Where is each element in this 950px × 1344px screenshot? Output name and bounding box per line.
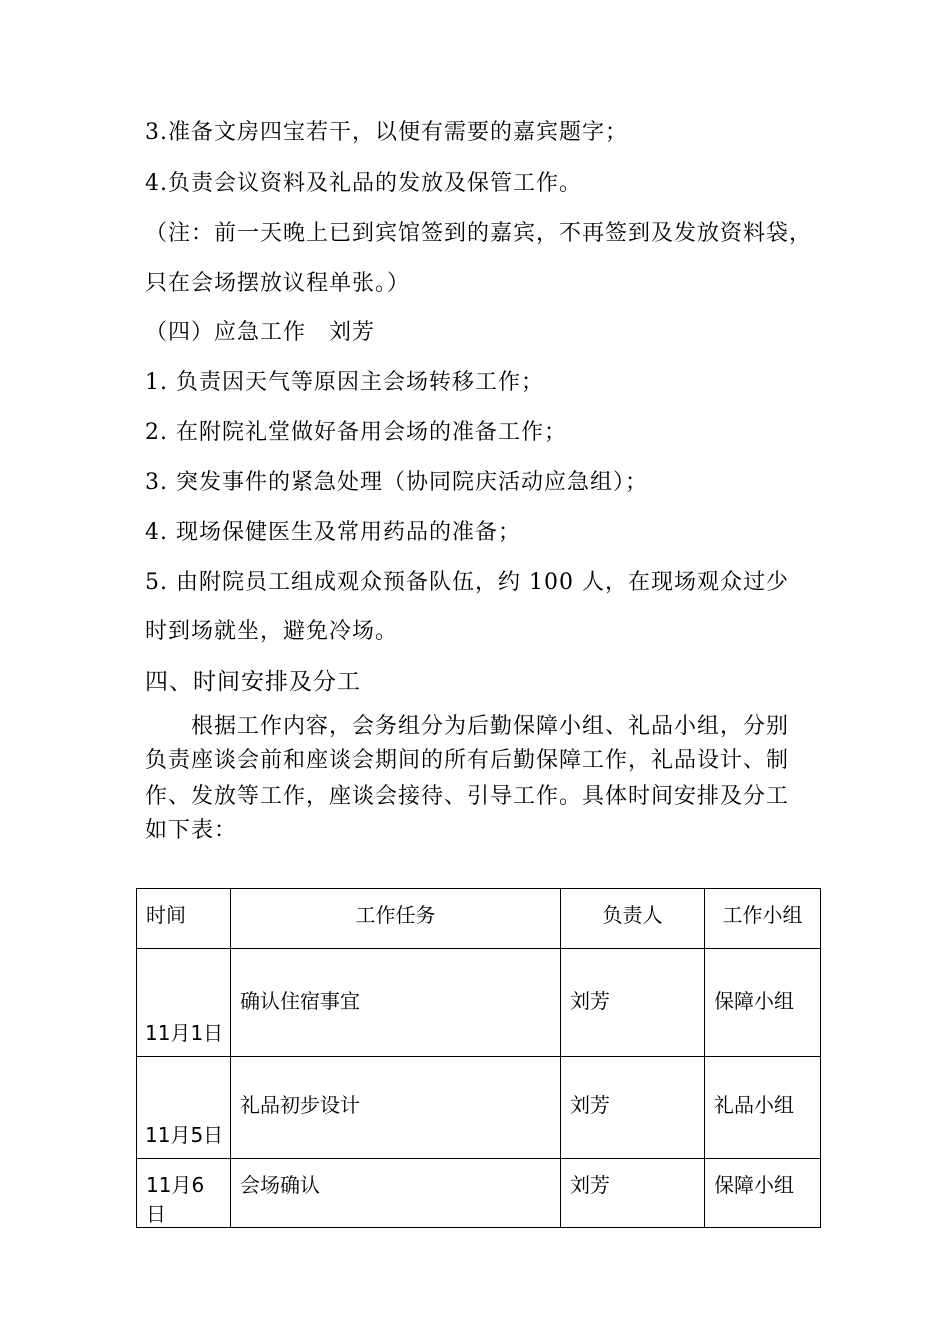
paragraph-line: 5. 由附院员工组成观众预备队伍，约 100 人，在现场观众过少 [145,570,789,595]
cell-task: 确认住宿事宜 [231,949,561,1057]
header-task: 工作任务 [231,889,561,949]
paragraph-line: 3. 突发事件的紧急处理（协同院庆活动应急组）； [145,470,648,495]
intro-line: 如下表： [145,818,238,843]
cell-person: 刘芳 [561,1057,705,1159]
cell-person: 刘芳 [561,1159,705,1228]
intro-line: 作、发放等工作，座谈会接待、引导工作。具体时间安排及分工 [145,784,790,809]
table-row [137,949,821,1057]
paragraph-line: 4.负责会议资料及礼品的发放及保管工作。 [145,171,582,196]
cell-group: 保障小组 [705,949,821,1057]
header-time: 时间 [137,889,231,949]
cell-task: 会场确认 [231,1159,561,1228]
cell-group: 礼品小组 [705,1057,821,1159]
paragraph-line: 4. 现场保健医生及常用药品的准备； [145,520,521,545]
schedule-table [136,888,821,1228]
paragraph-line: 时到场就坐，避免冷场。 [145,619,399,644]
header-person: 负责人 [561,889,705,949]
table-row [137,1159,821,1228]
cell-task: 礼品初步设计 [231,1057,561,1159]
paragraph-line: 只在会场摆放议程单张。） [145,271,411,296]
paragraph-line: 3.准备文房四宝若干，以便有需要的嘉宾题字； [145,120,628,145]
cell-person: 刘芳 [561,949,705,1057]
cell-group: 保障小组 [705,1159,821,1228]
table-header-row [137,889,821,949]
section-heading: 四、时间安排及分工 [145,669,361,695]
cell-time: 11月1日 [137,949,231,1057]
table-row [137,1057,821,1159]
paragraph-line: 2. 在附院礼堂做好备用会场的准备工作； [145,420,567,445]
cell-time: 11月6日 [137,1159,231,1228]
intro-line: 根据工作内容，会务组分为后勤保障小组、礼品小组，分别 [145,714,790,739]
intro-line: 负责座谈会前和座谈会期间的所有后勤保障工作，礼品设计、制 [145,748,790,773]
paragraph-line: （注：前一天晚上已到宾馆签到的嘉宾，不再签到及发放资料袋， [145,221,813,246]
paragraph-line: 1. 负责因天气等原因主会场转移工作； [145,370,544,395]
subsection-heading: （四）应急工作 刘芳 [145,320,376,345]
header-group: 工作小组 [705,889,821,949]
cell-time: 11月5日 [137,1057,231,1159]
